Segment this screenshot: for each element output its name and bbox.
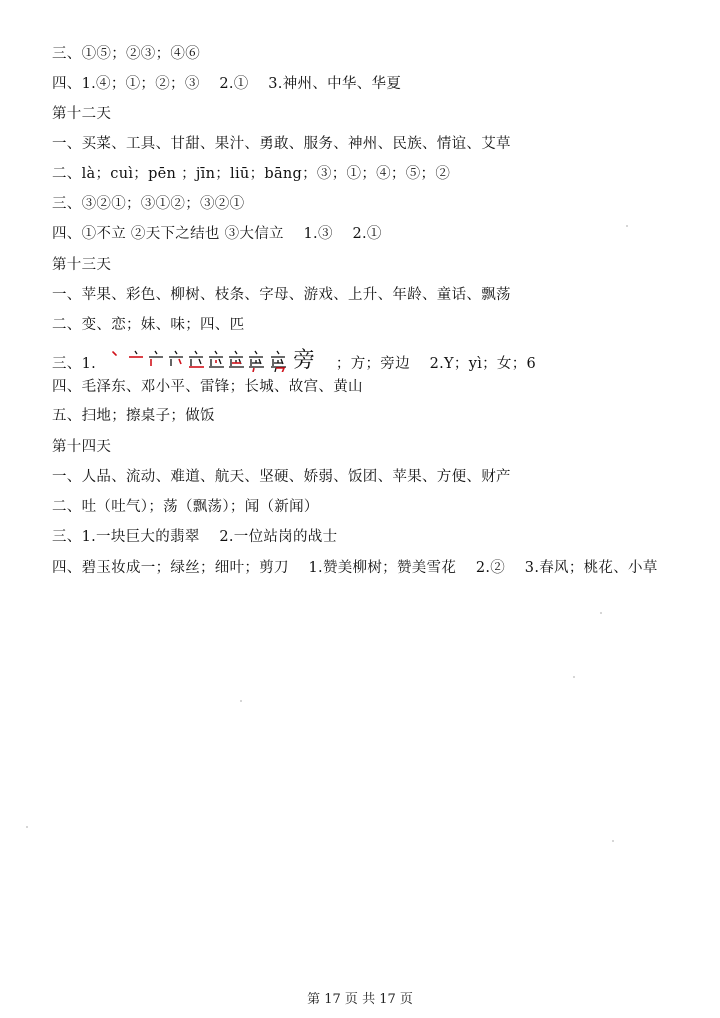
answer-line: 二、là；cuì；pēn ；jīn；liū；bāng；③；①；④；⑤；② <box>52 166 451 182</box>
answer-line: 五、扫地；擦桌子；做饭 <box>52 408 215 424</box>
answer-line-stroke-order <box>52 346 536 374</box>
answer-line: 四、①不立 ②天下之结也 ③大信立 1.③ 2.① <box>52 226 382 242</box>
stroke-step-1 <box>113 352 116 355</box>
stroke-step-5 <box>189 351 204 367</box>
stroke-order-sequence <box>103 346 329 372</box>
answer-line: 三、1.一块巨大的翡翠 2.一位站岗的战士 <box>52 529 338 545</box>
stroke-step-10 <box>293 348 315 372</box>
page-footer: 第 17 页 共 17 页 <box>307 992 413 1007</box>
answer-line: 二、变、恋；妹、味；四、匹 <box>52 317 245 333</box>
scan-speck <box>573 676 575 678</box>
stroke-order-svg <box>103 346 329 372</box>
stroke-step-3 <box>149 351 163 366</box>
answer-line: 四、毛泽东、邓小平、雷锋；长城、故宫、黄山 <box>52 379 363 395</box>
day-heading: 第十四天 <box>52 439 112 455</box>
stroke-step-6 <box>209 351 224 367</box>
stroke-step-8 <box>249 351 264 372</box>
stroke-step-2 <box>129 351 143 357</box>
answer-line: 四、1.④；①；②；③ 2.① 3.神州、中华、华夏 <box>52 76 402 92</box>
stroke-order-final-char: 旁 <box>292 348 316 372</box>
answer-line: 三、①⑤；②③；④⑥ <box>52 46 200 62</box>
scan-speck <box>600 612 602 614</box>
answer-line: 四、碧玉妆成一；绿丝；细叶；剪刀 1.赞美柳树；赞美雪花 2.② 3.春风；桃花、小草 <box>52 560 658 576</box>
scan-speck <box>626 225 628 227</box>
stroke-step-7 <box>229 351 244 367</box>
scan-speck <box>240 700 242 702</box>
line-suffix: ；方；旁边 2.Y；yì；女；6 <box>335 356 537 372</box>
day-heading: 第十三天 <box>52 257 112 273</box>
scan-speck <box>612 840 614 842</box>
stroke-step-4 <box>169 351 183 366</box>
stroke-step-9 <box>271 351 286 372</box>
day-heading: 第十二天 <box>52 106 112 122</box>
answer-line: 三、③②①；③①②；③②① <box>52 196 245 212</box>
scan-speck <box>26 826 28 828</box>
answer-line: 一、人品、流动、难道、航天、坚硬、娇弱、饭团、苹果、方便、财产 <box>52 469 511 485</box>
line-prefix: 三、1. <box>52 356 97 372</box>
answer-line: 一、买菜、工具、甘甜、果汁、勇敢、服务、神州、民族、情谊、艾草 <box>52 136 511 152</box>
answer-line: 一、苹果、彩色、柳树、枝条、字母、游戏、上升、年龄、童话、飘荡 <box>52 287 511 303</box>
answer-line: 二、吐（吐气）；荡（飘荡）；闻（新闻） <box>52 499 319 515</box>
